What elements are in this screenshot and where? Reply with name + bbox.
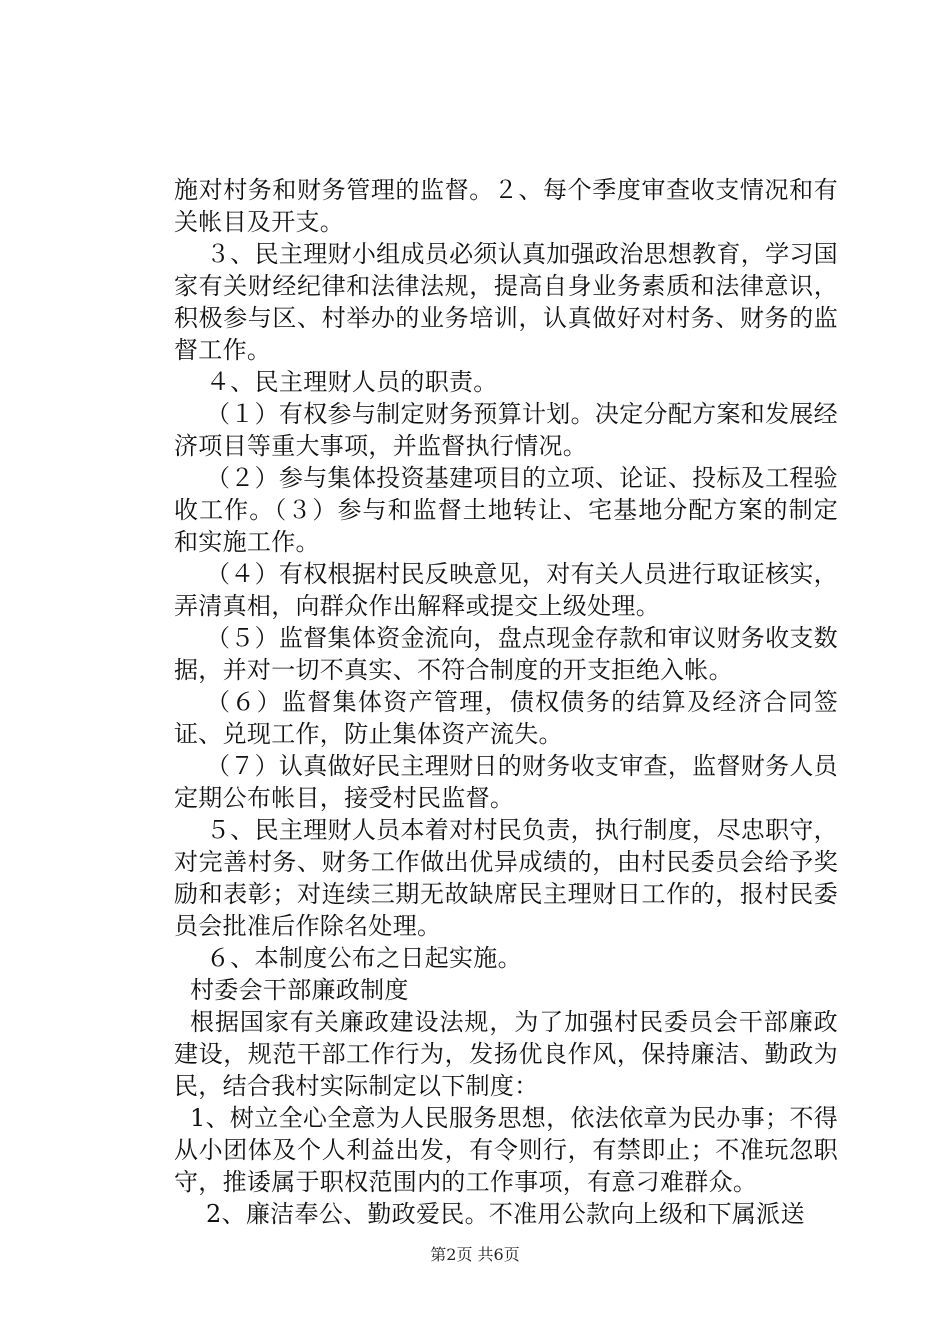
paragraph-1: 施对村务和财务管理的监督。２、每个季度审查收支情况和有关帐目及开支。 — [174, 176, 838, 236]
paragraph-13: 根据国家有关廉政建设法规，为了加强村民委员会干部廉政建设，规范干部工作行为，发扬优良作风，保持廉洁、勤政为民，结合我村实际制定以下制度： — [174, 1008, 838, 1100]
document-body — [174, 174, 838, 1230]
paragraph-6: （４）有权根据村民反映意见，对有关人员进行取证核实，弄清真相，向群众作出解释或提交上级处理。 — [174, 560, 838, 620]
paragraph-4: （１）有权参与制定财务预算计划。决定分配方案和发展经济项目等重大事项，并监督执行情况。 — [174, 400, 838, 460]
paragraph-10: ５、民主理财人员本着对村民负责，执行制度，尽忠职守，对完善村务、财务工作做出优异成绩的，由村民委员会给予奖励和表彰；对连续三期无故缺席民主理财日工作的，报村民委员会批准后作除名处理。 — [174, 816, 838, 940]
paragraph-14: 1、树立全心全意为人民服务思想，依法依章为民办事；不得从小团体及个人利益出发，有令则行，有禁即止；不准玩忽职守，推诿属于职权范围内的工作事项，有意刁难群众。 — [174, 1104, 838, 1196]
paragraph-5: （２）参与集体投资基建项目的立项、论证、投标及工程验收工作。（３）参与和监督土地转让、宅基地分配方案的制定和实施工作。 — [174, 464, 838, 556]
paragraph-8: （６）监督集体资产管理，债权债务的结算及经济合同签证、兑现工作，防止集体资产流失。 — [174, 688, 838, 748]
paragraph-2: ３、民主理财小组成员必须认真加强政治思想教育，学习国家有关财经纪律和法律法规，提高自身业务素质和法律意识，积极参与区、村举办的业务培训，认真做好对村务、财务的监督工作。 — [174, 240, 838, 364]
page-footer: 第2页 共6页 — [430, 1245, 520, 1264]
paragraph-9: （７）认真做好民主理财日的财务收支审查，监督财务人员定期公布帐目，接受村民监督。 — [174, 752, 838, 812]
section-title: 村委会干部廉政制度 — [190, 976, 409, 1004]
paragraph-15: 2、廉洁奉公、勤政爱民。不准用公款向上级和下属派送 — [206, 1200, 805, 1228]
paragraph-3: ４、民主理财人员的职责。 — [206, 368, 498, 396]
paragraph-11: ６、本制度公布之日起实施。 — [206, 944, 522, 972]
paragraph-7: （５）监督集体资金流向，盘点现金存款和审议财务收支数据，并对一切不真实、不符合制度的开支拒绝入帐。 — [174, 624, 838, 684]
